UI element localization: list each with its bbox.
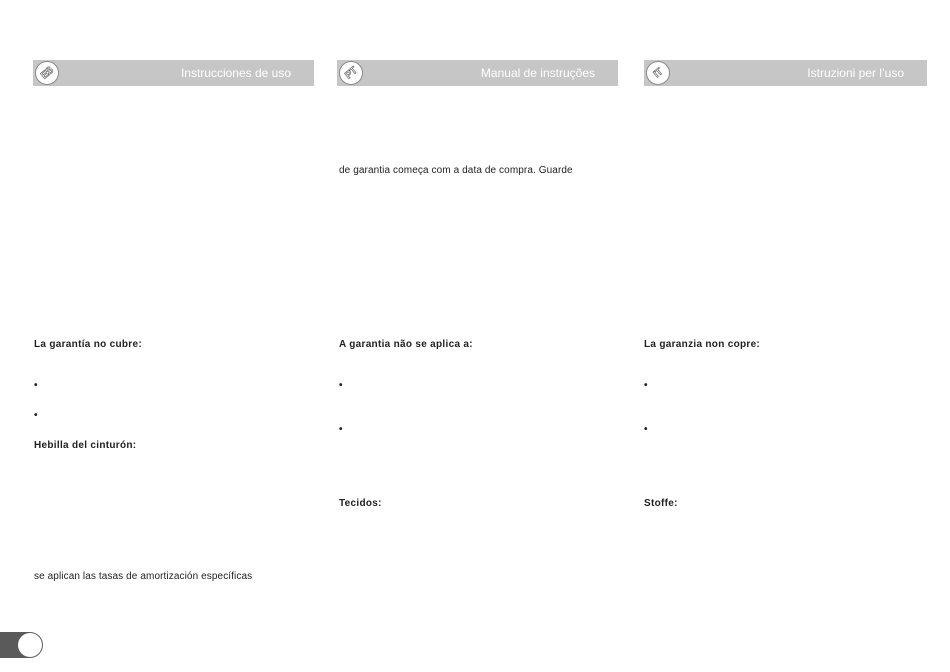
- header-title-es: Instrucciones de uso: [180, 66, 291, 80]
- bullet-it-2: •: [644, 424, 648, 435]
- bullet-pt-2: •: [339, 424, 343, 435]
- intro-text-pt: de garantia começa com a data de compra. Guarde: [339, 165, 573, 176]
- header-title-pt: Manual de instruções: [480, 66, 595, 80]
- warranty-heading-it: La garanzia non copre:: [644, 339, 761, 350]
- column-header-it: [644, 60, 927, 86]
- language-code-it: IT: [651, 66, 665, 80]
- page-tab-circle: [18, 633, 42, 657]
- language-badge-pt: [339, 61, 363, 85]
- header-title-it: Istruzioni per l’uso: [807, 66, 904, 80]
- warranty-heading-pt: A garantia não se aplica a:: [339, 339, 473, 350]
- language-badge-it: [646, 61, 670, 85]
- bullet-pt-1: •: [339, 380, 343, 391]
- body-text-es: se aplican las tasas de amortización específicas: [34, 571, 253, 582]
- bullet-es-1: •: [34, 380, 38, 391]
- bullet-it-1: •: [644, 380, 648, 391]
- page-tab-marker: [0, 632, 43, 658]
- column-header-es: [33, 60, 314, 86]
- warranty-heading-es: La garantía no cubre:: [34, 339, 142, 350]
- language-code-pt: PT: [342, 65, 360, 81]
- section-heading-es: Hebilla del cinturón:: [34, 440, 137, 451]
- language-code-es: ES: [38, 64, 56, 82]
- section-heading-pt: Tecidos:: [339, 498, 382, 509]
- column-header-pt: [337, 60, 618, 86]
- bullet-es-2: •: [34, 410, 38, 421]
- language-badge-es: [35, 61, 59, 85]
- section-heading-it: Stoffe:: [644, 498, 678, 509]
